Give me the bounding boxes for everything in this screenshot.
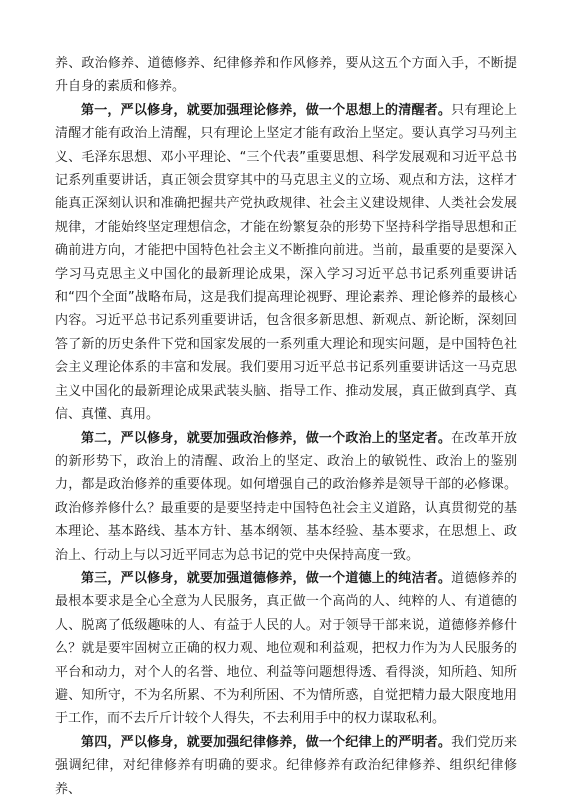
paragraph-lead: 第四，严以修身，就要加强纪律修养，做一个纪律上的严明者。 <box>81 734 452 750</box>
paragraph-theory <box>55 99 517 427</box>
paragraph-discipline <box>55 731 517 801</box>
paragraph-text: 我们党历来强调纪律，对纪律修养有明确的要求。纪律修养有政治纪律修养、组织纪律修养、 <box>55 734 517 797</box>
paragraph-text: 只有理论上清醒才能有政治上清醒，只有理论上坚定才能有政治上坚定。要认真学习马列主义、毛泽东思想、邓小平理论、“三个代表”重要思想、科学发展观和习近平总书记系列重要讲话，真正领会贯穿其中的马克思主义的立场、观点和方法，这样才能真正深刻认识和准确把握共产党执政规律、社会主义建设规律、人类社会发展规律，才能始终坚定理想信念，才能在纷繁复杂的形势下坚持科学指导思想和正确前进方向，才能把中国特色社会主义不断推向前进。当前，最重要的是要深入学习马克思主义中国化的最新理论成果，深入学习习近平总书记系列重要讲话和“四个全面”战略布局，这是我们提高理论视野、理论素养、理论修养的最核心内容。习近平总书记系列重要讲话，包含很多新思想、新观点、新论断，深刻回答了新的历史条件下党和国家发展的一系列重大理论和现实问题，是中国特色社会主义理论体系的丰富和发展。我们要用习近平总书记系列重要讲话这一马克思主义中国化的最新理论成果武装头脑、指导工作、推动发展，真正做到真学、真信、真懂、真用。 <box>55 102 517 423</box>
paragraph-morality <box>55 567 517 731</box>
paragraph-lead: 第三，严以修身，就要加强道德修养，做一个道德上的纯洁者。 <box>81 570 452 586</box>
paragraph-lead: 第一，严以修身，就要加强理论修养，做一个思想上的清醒者。 <box>81 102 452 118</box>
paragraph-text: 养、政治修养、道德修养、纪律修养和作风修养，要从这五个方面入手，不断提升自身的素质和修养。 <box>55 56 517 95</box>
document-page <box>55 52 517 801</box>
paragraph-intro <box>55 52 517 99</box>
paragraph-text: 道德修养的最根本要求是全心全意为人民服务，真正做一个高尚的人、纯粹的人、有道德的人、脱离了低级趣味的人、有益于人民的人。对于领导干部来说，道德修养修什么？就是要牢固树立正确的权力观、地位观和利益观，把权力作为为人民服务的平台和动力，对个人的名誉、地位、利益等问题想得透、看得淡，知所趋、知所避、知所守，不为名所累、不为利所困、不为情所惑，自觉把精力最大限度地用于工作，而不去斤斤计较个人得失，不去利用手中的权力谋取私利。 <box>55 570 517 727</box>
paragraph-text: 在改革开放的新形势下，政治上的清醒、政治上的坚定、政治上的敏锐性、政治上的鉴别力，都是政治修养的重要体现。如何增强自己的政治修养是领导干部的必修课。政治修养修什么？最重要的是要坚持走中国特色社会主义道路，认真贯彻党的基本理论、基本路线、基本方针、基本纲领、基本经验、基本要求，在思想上、政治上、行动上与以习近平同志为总书记的党中央保持高度一致。 <box>55 430 517 563</box>
paragraph-lead: 第二，严以修身，就要加强政治修养，做一个政治上的坚定者。 <box>81 430 452 446</box>
paragraph-politics <box>55 427 517 567</box>
